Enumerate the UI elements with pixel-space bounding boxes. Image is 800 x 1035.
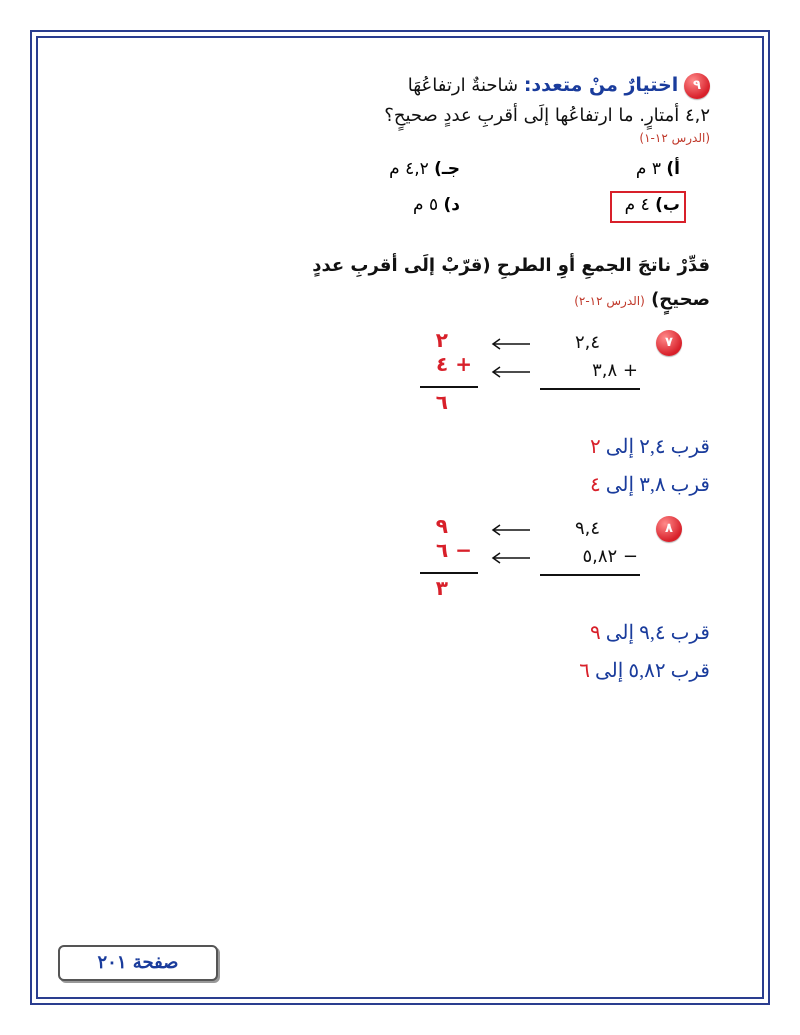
- operand-a: ٩,٤: [574, 518, 600, 539]
- question-heading: اختيارٌ منْ متعدد:: [523, 74, 679, 96]
- estimate-result: ٣: [435, 576, 448, 600]
- question-text-line1: شاحنةٌ ارتفاعُهَا: [407, 75, 519, 96]
- problem-8: [110, 514, 710, 614]
- estimate-result: ٦: [435, 390, 448, 414]
- instruction-line1: قدِّرْ ناتجَ الجمعِ أوِ الطرحِ (قرّبْ إلَى أقربِ عددٍ: [312, 255, 710, 276]
- question-text-line2: ٤,٢ أمتارٍ. ما ارتفاعُها إلَى أقربِ عددٍ صحيحٍ؟: [384, 105, 710, 126]
- rounding-explanation: قرب ٢,٤ إلى ٢: [590, 436, 710, 458]
- correct-answer-box: [610, 191, 686, 223]
- estimate-line: [420, 386, 478, 388]
- rounding-explanation: قرب ٩,٤ إلى ٩: [590, 622, 710, 644]
- question-number-badge: ٩: [684, 73, 710, 99]
- page-number-label: صفحة ٢٠١: [58, 945, 218, 981]
- answer-options: [110, 159, 710, 229]
- option-a[interactable]: أ) ٣ م: [635, 159, 680, 179]
- operand-b: ٣,٨ +: [592, 360, 638, 381]
- rounded-a: ٢: [435, 328, 448, 352]
- operand-a: ٢,٤: [574, 332, 600, 353]
- option-c[interactable]: جـ) ٤,٢ م: [389, 159, 460, 179]
- rounding-explanation: قرب ٥,٨٢ إلى ٦: [579, 660, 710, 682]
- instruction-line2: صحيحٍ) (الدرس ١٢-٢): [574, 289, 710, 310]
- problem-number-badge: ٧: [656, 330, 682, 356]
- left-arrow-icon: [490, 524, 530, 536]
- operand-b: ٥,٨٢ −: [582, 546, 638, 567]
- estimate-line: [420, 572, 478, 574]
- left-arrow-icon: [490, 366, 530, 378]
- option-d[interactable]: د) ٥ م: [413, 195, 460, 215]
- lesson-reference: (الدرس ١٢-١): [639, 131, 710, 145]
- rounding-explanation: قرب ٣,٨ إلى ٤: [590, 474, 710, 496]
- problem-number-badge: ٨: [656, 516, 682, 542]
- rounded-b: ٤ +: [436, 352, 472, 376]
- rounded-b: ٦ −: [436, 538, 472, 562]
- rounded-a: ٩: [435, 514, 448, 538]
- option-b[interactable]: ب) ٤ م: [624, 195, 680, 215]
- sum-line: [540, 388, 640, 390]
- left-arrow-icon: [490, 552, 530, 564]
- page-content: [110, 70, 710, 690]
- difference-line: [540, 574, 640, 576]
- left-arrow-icon: [490, 338, 530, 350]
- problem-7: [110, 328, 710, 428]
- question-6: [110, 70, 710, 101]
